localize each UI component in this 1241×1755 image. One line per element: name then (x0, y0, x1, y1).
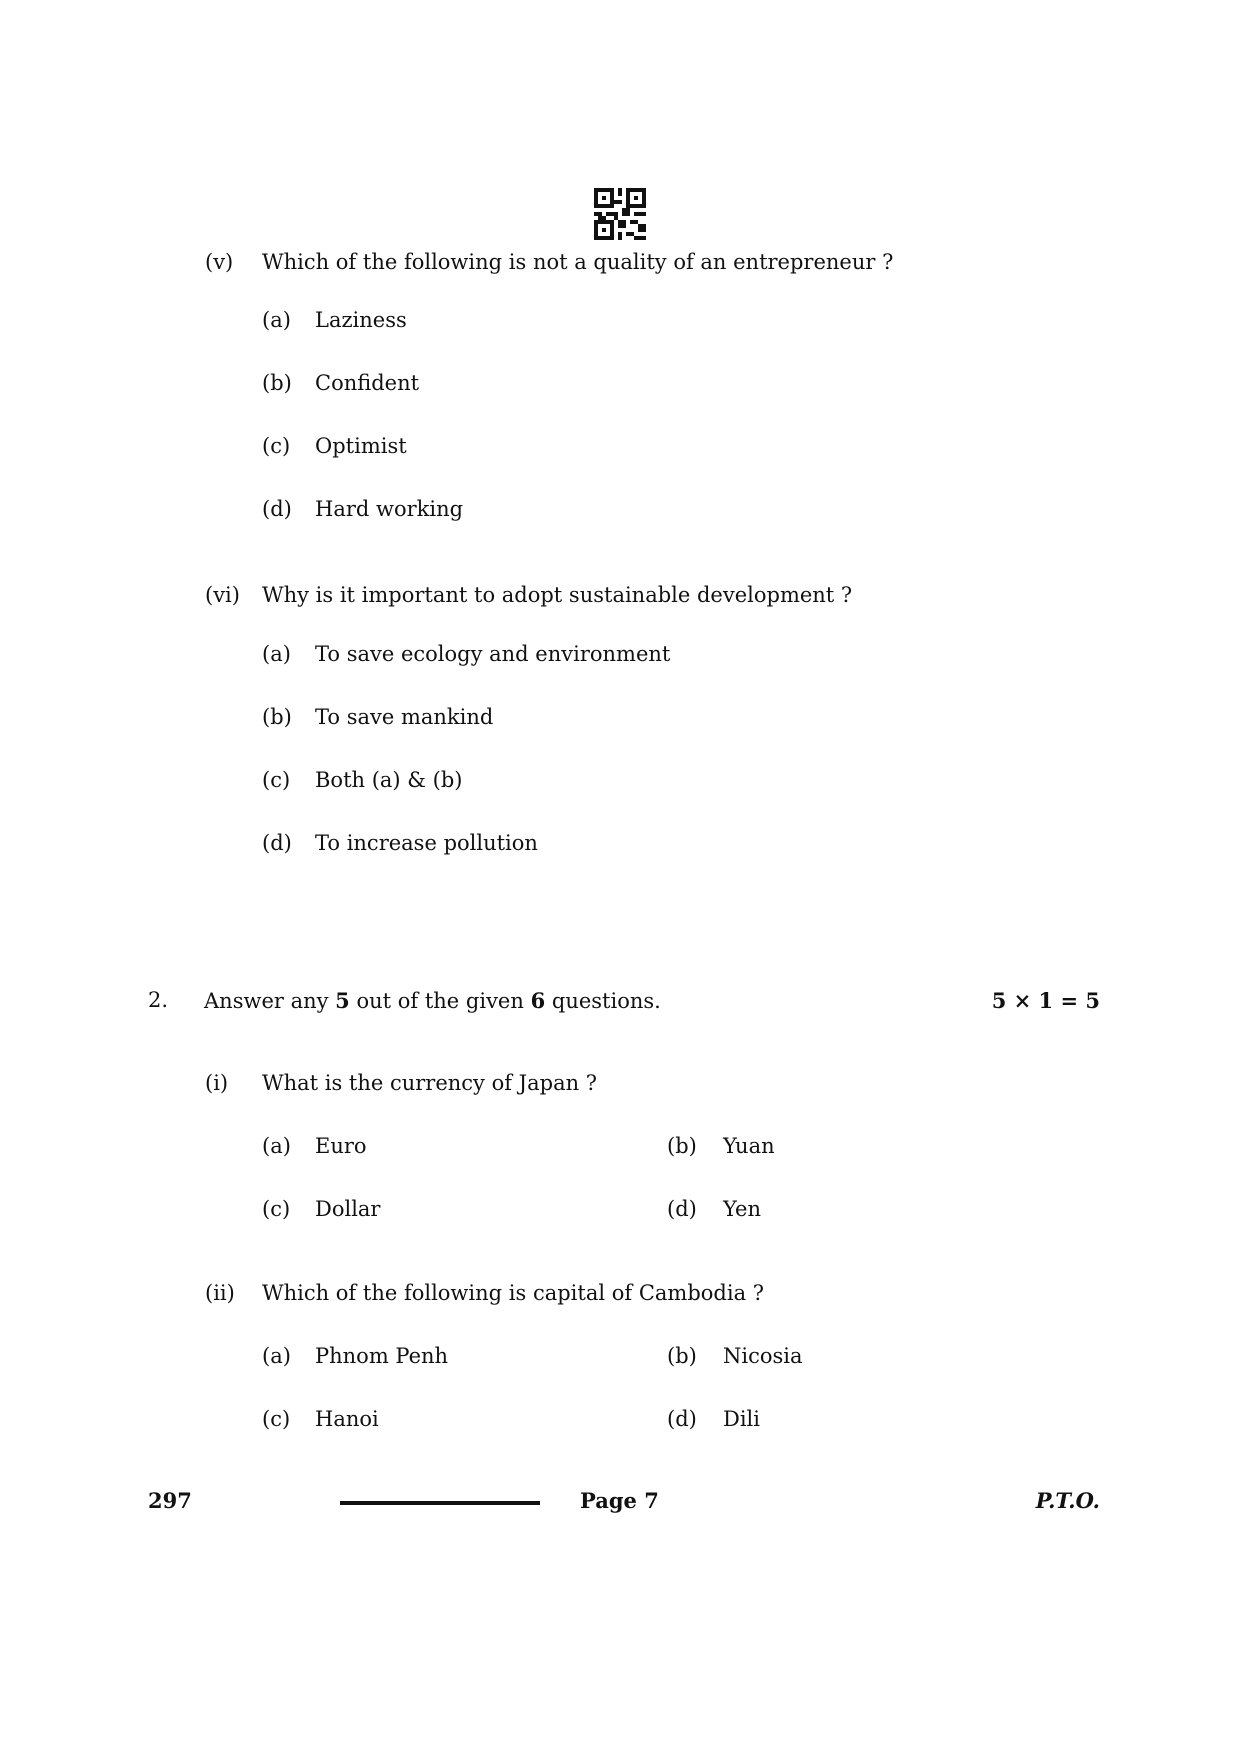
option-label: (a) (262, 642, 291, 666)
option-label: (c) (262, 434, 291, 458)
instr-text: questions. (545, 989, 661, 1013)
instr-count: 5 (335, 988, 350, 1013)
question-number: (vi) (205, 583, 240, 607)
option-text: Confident (315, 371, 420, 395)
page-number: Page 7 (580, 1488, 659, 1513)
instr-text: Answer any (204, 989, 336, 1013)
instr-total: 6 (530, 988, 546, 1013)
option-text: Euro (315, 1134, 367, 1158)
qr-code (594, 188, 646, 240)
option-text: Hard working (315, 497, 464, 521)
option-text: To save ecology and environment (315, 642, 671, 666)
question-text: Why is it important to adopt sustainable development ? (262, 583, 853, 607)
option-text: Dili (723, 1407, 760, 1431)
instr-text: out of the given (349, 989, 531, 1013)
question-number: (ii) (205, 1281, 235, 1305)
option-label: (a) (262, 308, 291, 332)
option-label: (a) (262, 1134, 291, 1158)
question-text: Which of the following is capital of Cambodia ? (262, 1281, 765, 1305)
please-turn-over: P.T.O. (1035, 1488, 1100, 1513)
option-text: Laziness (315, 308, 407, 332)
question-text: What is the currency of Japan ? (262, 1071, 598, 1095)
option-label: (b) (262, 705, 292, 729)
option-text: Optimist (315, 434, 407, 458)
paper-code: 297 (148, 1488, 192, 1513)
section-instructions (204, 990, 661, 1012)
option-label: (d) (667, 1407, 697, 1431)
option-text: Dollar (315, 1197, 381, 1221)
option-text: Nicosia (723, 1344, 803, 1368)
option-label: (c) (262, 1197, 291, 1221)
question-text: Which of the following is not a quality of an entrepreneur ? (262, 250, 894, 274)
option-text: Both (a) & (b) (315, 768, 463, 792)
option-label: (c) (262, 768, 291, 792)
option-label: (d) (262, 831, 292, 855)
option-text: To save mankind (315, 705, 494, 729)
option-text: Hanoi (315, 1407, 379, 1431)
option-label: (b) (667, 1344, 697, 1368)
marks: 5 × 1 = 5 (991, 988, 1100, 1013)
option-text: To increase pollution (315, 831, 538, 855)
option-label: (a) (262, 1344, 291, 1368)
section-number: 2. (148, 988, 169, 1012)
option-text: Yen (723, 1197, 761, 1221)
option-label: (d) (667, 1197, 697, 1221)
option-label: (b) (262, 371, 292, 395)
option-text: Yuan (723, 1134, 775, 1158)
option-label: (b) (667, 1134, 697, 1158)
option-text: Phnom Penh (315, 1344, 449, 1368)
option-label: (d) (262, 497, 292, 521)
option-label: (c) (262, 1407, 291, 1431)
question-number: (i) (205, 1071, 229, 1095)
question-number: (v) (205, 250, 234, 274)
footer-rule (340, 1501, 540, 1505)
